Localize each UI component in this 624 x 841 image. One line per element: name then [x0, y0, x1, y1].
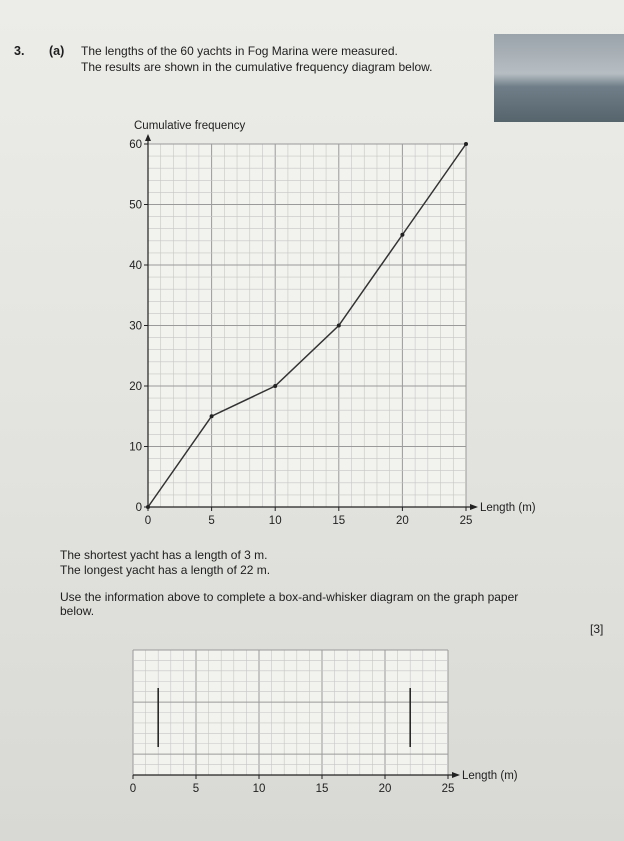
x-tick-label: 25	[441, 783, 455, 795]
box-plot-graph-paper[interactable]	[0, 640, 624, 810]
x-tick-label: 10	[252, 783, 266, 795]
data-point	[400, 233, 404, 237]
x-tick-label: 10	[268, 515, 282, 527]
x-tick-label: 20	[378, 783, 392, 795]
y-tick-label: 20	[129, 381, 142, 393]
x-axis-arrow	[470, 504, 478, 510]
question-part: (a)	[49, 44, 65, 58]
x-tick-label: 15	[315, 783, 329, 795]
question-number: 3.	[14, 44, 25, 58]
longest-yacht-text: The longest yacht has a length of 22 m.	[60, 563, 271, 577]
task-line-1: Use the information above to complete a box-and-whisker diagram on the graph paper	[60, 590, 519, 604]
y-tick-label: 0	[135, 502, 142, 514]
y-axis-label: Cumulative frequency	[134, 120, 246, 132]
data-point	[464, 142, 468, 146]
data-point	[337, 324, 341, 328]
x-tick-label: 15	[332, 515, 346, 527]
y-tick-label: 50	[129, 199, 142, 212]
cumulative-frequency-chart	[0, 110, 624, 540]
x-tick-label: 20	[396, 515, 409, 527]
x-tick-label: 0	[144, 515, 152, 527]
y-tick-label: 30	[129, 320, 142, 333]
y-tick-label: 10	[129, 441, 142, 454]
data-point	[273, 384, 277, 388]
x-tick-label: 5	[192, 783, 200, 795]
question-line-1: The lengths of the 60 yachts in Fog Marina were measured.	[81, 44, 398, 58]
y-axis-arrow	[145, 134, 151, 141]
x-tick-label: 5	[208, 515, 215, 527]
question-line-2: The results are shown in the cumulative frequency diagram below.	[81, 60, 433, 74]
x-axis-label: Length (m)	[462, 770, 518, 782]
x-tick-label: 0	[129, 783, 137, 795]
marina-photo	[494, 34, 624, 122]
y-tick-label: 40	[129, 260, 142, 272]
x-axis-arrow	[452, 772, 460, 778]
task-line-2: below.	[60, 604, 95, 618]
data-point	[210, 414, 214, 418]
shortest-yacht-text: The shortest yacht has a length of 3 m.	[60, 548, 268, 562]
marks-indicator: [3]	[590, 622, 604, 636]
x-tick-label: 25	[459, 515, 473, 527]
data-point	[146, 505, 150, 509]
x-axis-label: Length (m)	[480, 502, 536, 514]
y-tick-label: 60	[129, 139, 142, 151]
